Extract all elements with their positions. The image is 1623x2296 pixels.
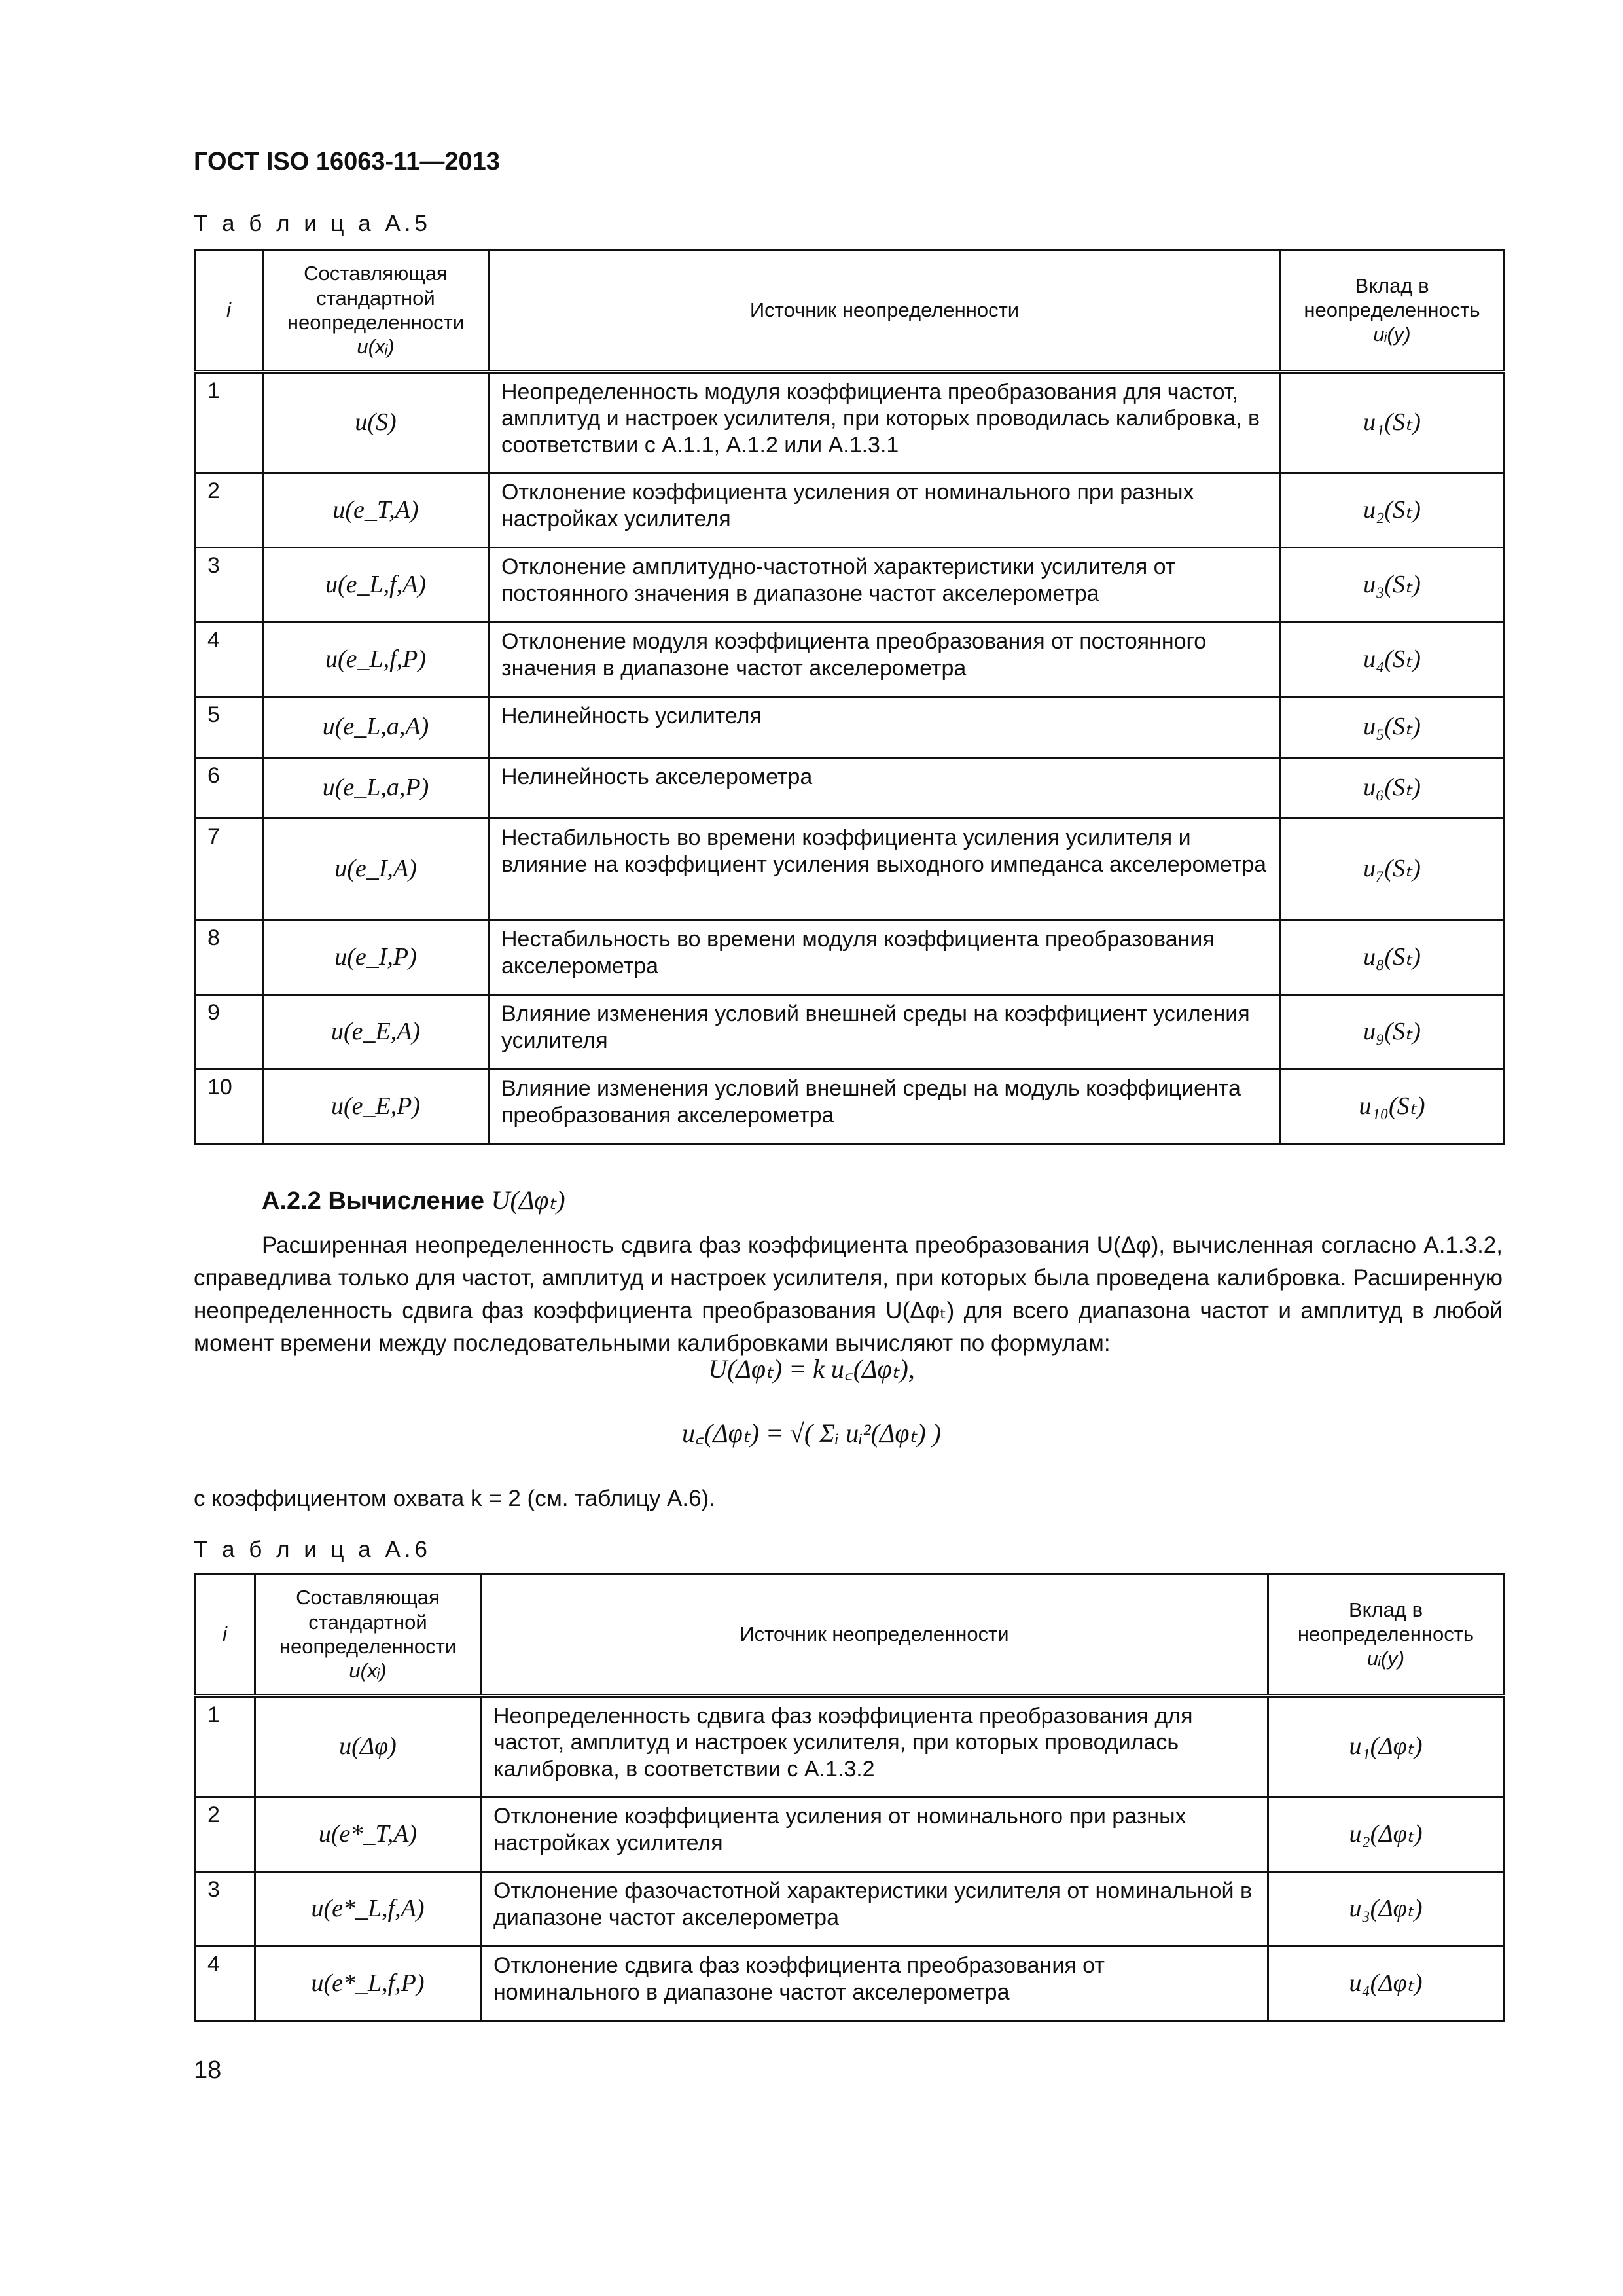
table-row (195, 1069, 1504, 1144)
table-row (195, 920, 1504, 995)
row-component-symbol: u(e_I,A) (263, 819, 489, 920)
row-index: 6 (195, 758, 263, 819)
table-row (195, 548, 1504, 622)
row-source-text: Отклонение фазочастотной характеристики усилителя от номинальной в диапазоне частот акселерометра (481, 1872, 1268, 1946)
row-index: 2 (195, 1797, 255, 1872)
table-row (195, 372, 1504, 473)
row-source-text: Нестабильность во времени коэффициента усиления усилителя и влияние на коэффициент усиления выходного импеданса акселерометра (489, 819, 1281, 920)
header-i: i (195, 250, 263, 372)
header-source: Источник неопределенности (481, 1574, 1268, 1696)
row-index: 1 (195, 372, 263, 473)
row-source-text: Отклонение модуля коэффициента преобразования от постоянного значения в диапазоне частот акселерометра (489, 622, 1281, 697)
row-contribution-symbol: u₁(Sₜ) (1281, 372, 1504, 473)
row-contribution-symbol: u₃(Δφₜ) (1268, 1872, 1504, 1946)
row-index: 5 (195, 697, 263, 758)
row-index: 3 (195, 548, 263, 622)
table-row (195, 1946, 1504, 2021)
row-index: 1 (195, 1696, 255, 1797)
row-source-text: Отклонение коэффициента усиления от номинального при разных настройках усилителя (481, 1797, 1268, 1872)
row-component-symbol: u(S) (263, 372, 489, 473)
row-source-text: Нелинейность акселерометра (489, 758, 1281, 819)
coverage-factor-text: с коэффициентом охвата k = 2 (см. таблицу А.6). (194, 1486, 715, 1511)
section-paragraph: Расширенная неопределенность сдвига фаз коэффициента преобразования U(Δφ), вычисленная согласно А.1.3.2, справедлива только для частот, амплитуд и настроек усилителя, при которых была проведена калибровка. Расширенную неопределенность сдвига фаз коэффициента преобразования U(Δφₜ) для всего диапазона частот и амплитуд в любой момент времени между последовательными калибровками вычисляют по формулам: (194, 1232, 1503, 1356)
row-contribution-symbol: u₃(Sₜ) (1281, 548, 1504, 622)
table-a6-caption: Т а б л и ц а А.6 (194, 1537, 431, 1562)
row-source-text: Неопределенность модуля коэффициента преобразования для частот, амплитуд и настроек усилителя, при которых проводилась калибровка, в соответствии с А.1.1, А.1.2 или А.1.3.1 (489, 372, 1281, 473)
row-component-symbol: u(e*_T,A) (255, 1797, 481, 1872)
table-row (195, 819, 1504, 920)
formula-expanded-uncertainty: U(Δφₜ) = k u꜀(Δφₜ), (708, 1354, 915, 1384)
row-component-symbol: u(Δφ) (255, 1696, 481, 1797)
row-contribution-symbol: u₁₀(Sₜ) (1281, 1069, 1504, 1144)
row-component-symbol: u(e*_L,f,P) (255, 1946, 481, 2021)
row-component-symbol: u(e_E,A) (263, 995, 489, 1069)
row-component-symbol: u(e*_L,f,A) (255, 1872, 481, 1946)
row-index: 3 (195, 1872, 255, 1946)
table-a5 (194, 249, 1505, 1145)
row-component-symbol: u(e_L,a,A) (263, 697, 489, 758)
row-source-text: Неопределенность сдвига фаз коэффициента преобразования для частот, амплитуд и настроек усилителя, при которых проводилась калибровка, в соответствии с А.1.3.2 (481, 1696, 1268, 1797)
row-component-symbol: u(e_I,P) (263, 920, 489, 995)
row-source-text: Нестабильность во времени модуля коэффициента преобразования акселерометра (489, 920, 1281, 995)
table-row (195, 758, 1504, 819)
table-header-row (195, 1574, 1504, 1696)
section-title-symbol: U(Δφₜ) (491, 1185, 565, 1215)
row-component-symbol: u(e_E,P) (263, 1069, 489, 1144)
row-contribution-symbol: u₈(Sₜ) (1281, 920, 1504, 995)
table-header-row (195, 250, 1504, 372)
row-index: 2 (195, 473, 263, 548)
section-title: А.2.2 Вычисление U(Δφₜ) (262, 1185, 565, 1215)
row-source-text: Отклонение амплитудно-частотной характеристики усилителя от постоянного значения в диапазоне частот акселерометра (489, 548, 1281, 622)
row-source-text: Влияние изменения условий внешней среды на модуль коэффициента преобразования акселерометра (489, 1069, 1281, 1144)
row-index: 7 (195, 819, 263, 920)
row-component-symbol: u(e_T,A) (263, 473, 489, 548)
row-component-symbol: u(e_L,f,A) (263, 548, 489, 622)
table-row (195, 1696, 1504, 1797)
header-contribution: Вклад в неопределенность uᵢ(y) (1281, 250, 1504, 372)
header-component: Составляющая стандартной неопределенности u(xᵢ) (263, 250, 489, 372)
row-index: 10 (195, 1069, 263, 1144)
row-contribution-symbol: u₄(Δφₜ) (1268, 1946, 1504, 2021)
header-contribution: Вклад в неопределенность uᵢ(y) (1268, 1574, 1504, 1696)
table-row (195, 995, 1504, 1069)
table-row (195, 1872, 1504, 1946)
row-index: 8 (195, 920, 263, 995)
table-row (195, 1797, 1504, 1872)
row-component-symbol: u(e_L,f,P) (263, 622, 489, 697)
header-component: Составляющая стандартной неопределенности u(xᵢ) (255, 1574, 481, 1696)
row-index: 4 (195, 622, 263, 697)
table-a6 (194, 1573, 1505, 2022)
row-component-symbol: u(e_L,a,P) (263, 758, 489, 819)
row-source-text: Отклонение сдвига фаз коэффициента преобразования от номинального в диапазоне частот акселерометра (481, 1946, 1268, 2021)
row-contribution-symbol: u₇(Sₜ) (1281, 819, 1504, 920)
page-number: 18 (194, 2056, 222, 2084)
row-index: 9 (195, 995, 263, 1069)
table-row (195, 473, 1504, 548)
row-contribution-symbol: u₂(Sₜ) (1281, 473, 1504, 548)
row-source-text: Нелинейность усилителя (489, 697, 1281, 758)
row-source-text: Отклонение коэффициента усиления от номинального при разных настройках усилителя (489, 473, 1281, 548)
table-row (195, 697, 1504, 758)
row-contribution-symbol: u₆(Sₜ) (1281, 758, 1504, 819)
header-i: i (195, 1574, 255, 1696)
row-contribution-symbol: u₂(Δφₜ) (1268, 1797, 1504, 1872)
row-contribution-symbol: u₅(Sₜ) (1281, 697, 1504, 758)
row-source-text: Влияние изменения условий внешней среды на коэффициент усиления усилителя (489, 995, 1281, 1069)
table-a5-caption: Т а б л и ц а А.5 (194, 211, 431, 236)
row-contribution-symbol: u₄(Sₜ) (1281, 622, 1504, 697)
formula-combined-uncertainty: u꜀(Δφₜ) = √( Σᵢ uᵢ²(Δφₜ) ) (682, 1418, 941, 1448)
row-contribution-symbol: u₁(Δφₜ) (1268, 1696, 1504, 1797)
row-contribution-symbol: u₉(Sₜ) (1281, 995, 1504, 1069)
table-row (195, 622, 1504, 697)
header-source: Источник неопределенности (489, 250, 1281, 372)
document-header: ГОСТ ISO 16063-11—2013 (194, 148, 500, 175)
row-index: 4 (195, 1946, 255, 2021)
